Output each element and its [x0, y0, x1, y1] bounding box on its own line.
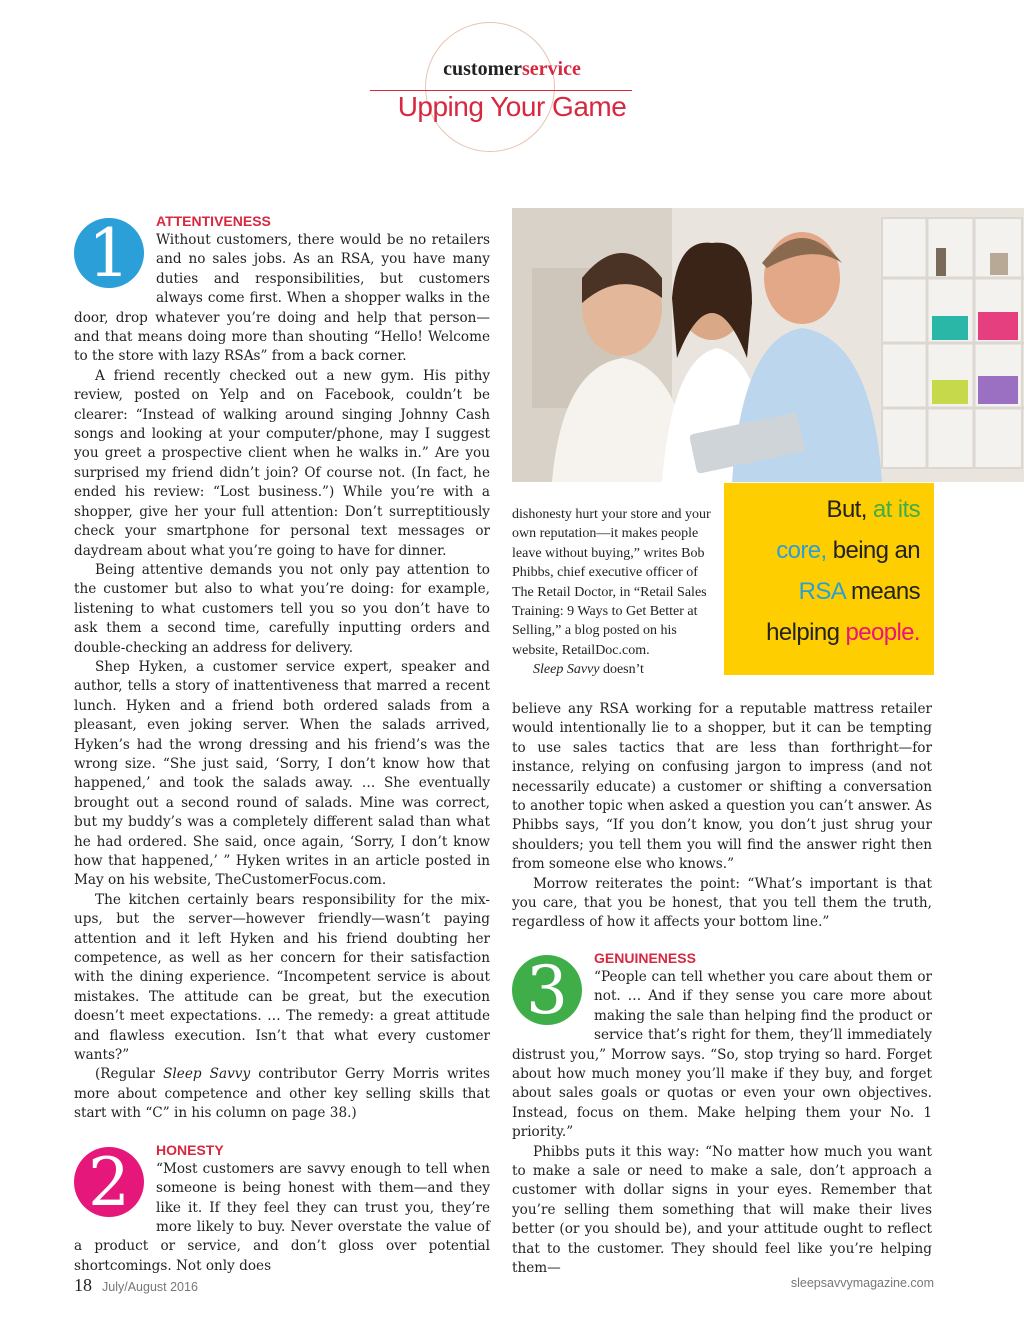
paragraph: “People can tell whether you care about them or not. … And if they sense you care more about making the sale than helping find the product or service that’s right for them, they’ll immediately distrust you,” Morrow says. “So, stop trying so hard. Forget about how much money you’ll make if they buy, and forget about sales goals or quotas or even your own objectives. Instead, focus on them. Make helping them your No. 1 priority.” [512, 968, 932, 1141]
section-label: customerservice [443, 58, 581, 80]
page-title: Upping Your Game [397, 91, 627, 122]
paragraph: A friend recently checked out a new gym. His pithy review, posted on Yelp and on Facebook, couldn’t be clearer: “Instead of walking around singing Johnny Cash songs and looking at your computer/phone, may I suggest you greet a prospective client when he walks in.” Are you surprised my friend didn’t join? Of course not. (In fact, he ended his review: “Lost business.”) While you’re with a shopper, give her your full attention: Don’t surreptitiously check your smartphone for personal text messages or daydream about what you’re going to have for dinner. [74, 367, 490, 559]
paragraph: “Most customers are savvy enough to tell when someone is being honest with them—and they like it. If they feel they can trust you, they’re more likely to buy. Never overstate the value of a product or service, and don’t gloss over potential shortcomings. Not only does [74, 1160, 490, 1274]
number-badge-2: 2 [74, 1147, 144, 1217]
paragraph: The kitchen certainly bears responsibility for the mix-ups, but the server—however friendly—wasn’t paying attention and it left Hyken and his friend doubting her competence, as well as her concern for their satisfaction with the dining experience. “Incompetent service is about mistakes. The attitude can be great, but the execution doesn’t meet expectations. … The remedy: a great attitude and flawless execution. Isn’t that what every customer wants?” [74, 891, 490, 1064]
photo-three-people-tablet [512, 208, 1024, 482]
paragraph: Being attentive demands you not only pay attention to the customer but also to what you’re doing: for example, listening to what customers tell you so you don’t have to ask them a second time, carefully inputting orders and double-checking an address for delivery. [74, 561, 490, 656]
issue-date: July/August 2016 [102, 1280, 198, 1294]
paragraph: believe any RSA working for a reputable mattress retailer would intentionally lie to a shopper, but it can be tempting to use sales tactics that are less than forthright—for instance, relying on confusing jargon to impress (and not necessarily educate) a customer or shifting a conversation to another topic when asked a question you can’t answer. As Phibbs says, “If you don’t know, you don’t just shrug your shoulders; you tell them you will find the answer right then from someone else who knows.” [512, 701, 932, 873]
number-badge-1: 1 [74, 218, 144, 288]
paragraph: Morrow reiterates the point: “What’s important is that you care, that you be honest, that you tell them the truth, regardless of how it affects your bottom line.” [512, 875, 932, 931]
heading-genuineness: GENUINENESS [594, 949, 696, 966]
paragraph: Phibbs puts it this way: “No matter how much you want to make a sale or need to make a sale, don’t approach a customer with dollar signs in your eyes. Remember that you’re selling them something that will make their lives better (or you should be), and your attitude ought to reflect that to the customer. They should feel like you’re helping them— [512, 1143, 932, 1276]
left-column [74, 212, 490, 1276]
paragraph: Sleep Savvy doesn’t [533, 662, 644, 678]
paragraph: Without customers, there would be no retailers and no sales jobs. As an RSA, you have many duties and responsibilities, but customers always come first. When a shopper walks in the door, drop whatever you’re doing and help that person—and that means doing more than shouting “Hello! Welcome to the store with lazy RSAs” from a back corner. [74, 232, 490, 365]
header-circle-ornament [425, 22, 555, 152]
page-number: 18 [74, 1275, 92, 1295]
heading-attentiveness: ATTENTIVENESS [156, 213, 271, 229]
paragraph: dishonesty hurt your store and your own reputation—it makes people leave without buying,” writes Bob Phibbs, chief executive officer of The Retail Doctor, in “Retail Sales Training: 9 Ways to Get Better at Selling,” a blog posted on his website, RetailDoc.com. [512, 507, 711, 658]
pull-quote: But, at its core, being an RSA means helping people. [724, 483, 934, 675]
narrow-column [512, 505, 712, 680]
website-url: sleepsavvymagazine.com [790, 1276, 934, 1290]
photo-illustration [512, 208, 1024, 482]
paragraph: Shep Hyken, a customer service expert, speaker and author, tells a story of inattentiveness that marred a recent lunch. Hyken and a friend both ordered salads from a pleasant, even joking server. When the salads arrived, Hyken’s had the wrong dressing and his friend’s was the wrong size. “She just said, ‘Sorry, I don’t know how that happened,’ and took the salads away. … She eventually brought out a second round of salads. Mine was correct, but my buddy’s was a completely different salad than what he had ordered. She said, once again, ‘Sorry, I don’t know how that happened,’ ” Hyken writes in an article posted in May on his website, TheCustomerFocus.com. [74, 658, 490, 889]
paragraph-note: (Regular Sleep Savvy contributor Gerry Morris writes more about competence and other key selling skills that start with “C” in his column on page 38.) [74, 1066, 491, 1122]
number-badge-3: 3 [512, 955, 582, 1025]
right-column [512, 700, 932, 1278]
heading-honesty: HONESTY [156, 1141, 224, 1158]
